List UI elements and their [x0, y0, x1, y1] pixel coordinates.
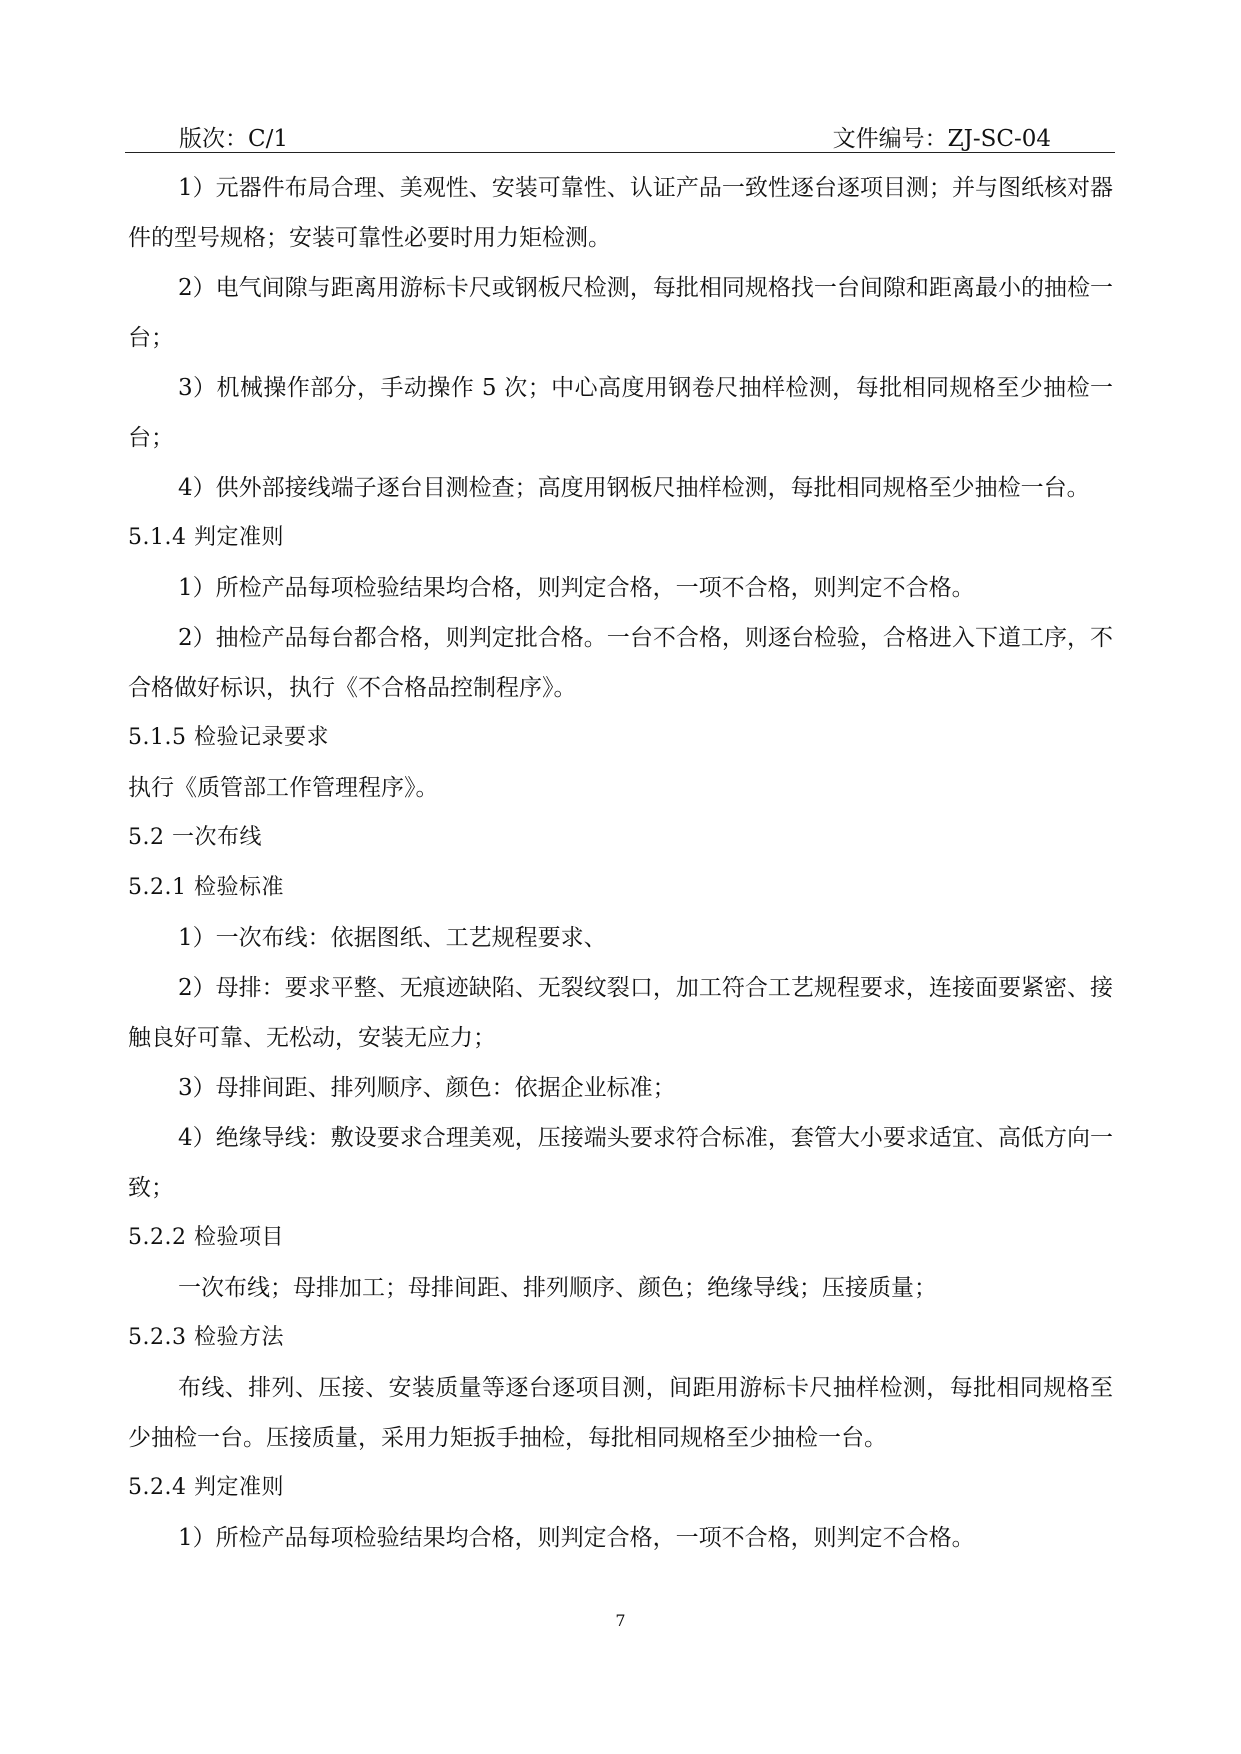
paragraph: 4）供外部接线端子逐台目测检查；高度用钢板尺抽样检测，每批相同规格至少抽检一台。 [178, 475, 1090, 501]
section-heading: 5.2.3 检验方法 [128, 1325, 284, 1350]
edition-label: 版次：C/1 [179, 126, 288, 152]
paragraph: 一次布线；母排加工；母排间距、排列顺序、颜色；绝缘导线；压接质量； [178, 1275, 937, 1301]
paragraph: 4）绝缘导线：敷设要求合理美观，压接端头要求符合标准，套管大小要求适宜、高低方向一致； [128, 1125, 1113, 1201]
paragraph: 2）母排：要求平整、无痕迹缺陷、无裂纹裂口，加工符合工艺规程要求，连接面要紧密、接触良好可靠、无松动，安装无应力； [128, 975, 1113, 1051]
section-heading: 5.1.5 检验记录要求 [128, 725, 329, 750]
paragraph: 1）元器件布局合理、美观性、安装可靠性、认证产品一致性逐台逐项目测；并与图纸核对器件的型号规格；安装可靠性必要时用力矩检测。 [128, 175, 1113, 251]
paragraph: 2）电气间隙与距离用游标卡尺或钢板尺检测，每批相同规格找一台间隙和距离最小的抽检一台； [128, 275, 1113, 351]
paragraph: 3）母排间距、排列顺序、颜色：依据企业标准； [178, 1075, 676, 1101]
document-body [128, 163, 1113, 1563]
section-heading: 5.1.4 判定准则 [128, 525, 284, 550]
page-number: 7 [615, 1611, 626, 1630]
section-heading: 5.2.4 判定准则 [128, 1475, 284, 1500]
section-heading: 5.2.2 检验项目 [128, 1225, 284, 1250]
document-number: 文件编号：ZJ-SC-04 [832, 126, 1051, 152]
paragraph: 1）所检产品每项检验结果均合格，则判定合格，一项不合格，则判定不合格。 [178, 575, 975, 601]
paragraph: 1）一次布线：依据图纸、工艺规程要求、 [178, 925, 607, 951]
paragraph: 布线、排列、压接、安装质量等逐台逐项目测，间距用游标卡尺抽样检测，每批相同规格至少抽检一台。压接质量，采用力矩扳手抽检，每批相同规格至少抽检一台。 [128, 1375, 1113, 1451]
section-heading: 5.2 一次布线 [128, 825, 262, 850]
paragraph: 3）机械操作部分，手动操作 5 次；中心高度用钢卷尺抽样检测，每批相同规格至少抽检一台； [128, 375, 1113, 451]
paragraph: 执行《质管部工作管理程序》。 [128, 775, 439, 801]
paragraph: 1）所检产品每项检验结果均合格，则判定合格，一项不合格，则判定不合格。 [178, 1525, 975, 1551]
page-header [125, 116, 1115, 153]
paragraph: 2）抽检产品每台都合格，则判定批合格。一台不合格，则逐台检验，合格进入下道工序，不合格做好标识，执行《不合格品控制程序》。 [128, 625, 1113, 701]
section-heading: 5.2.1 检验标准 [128, 875, 284, 900]
